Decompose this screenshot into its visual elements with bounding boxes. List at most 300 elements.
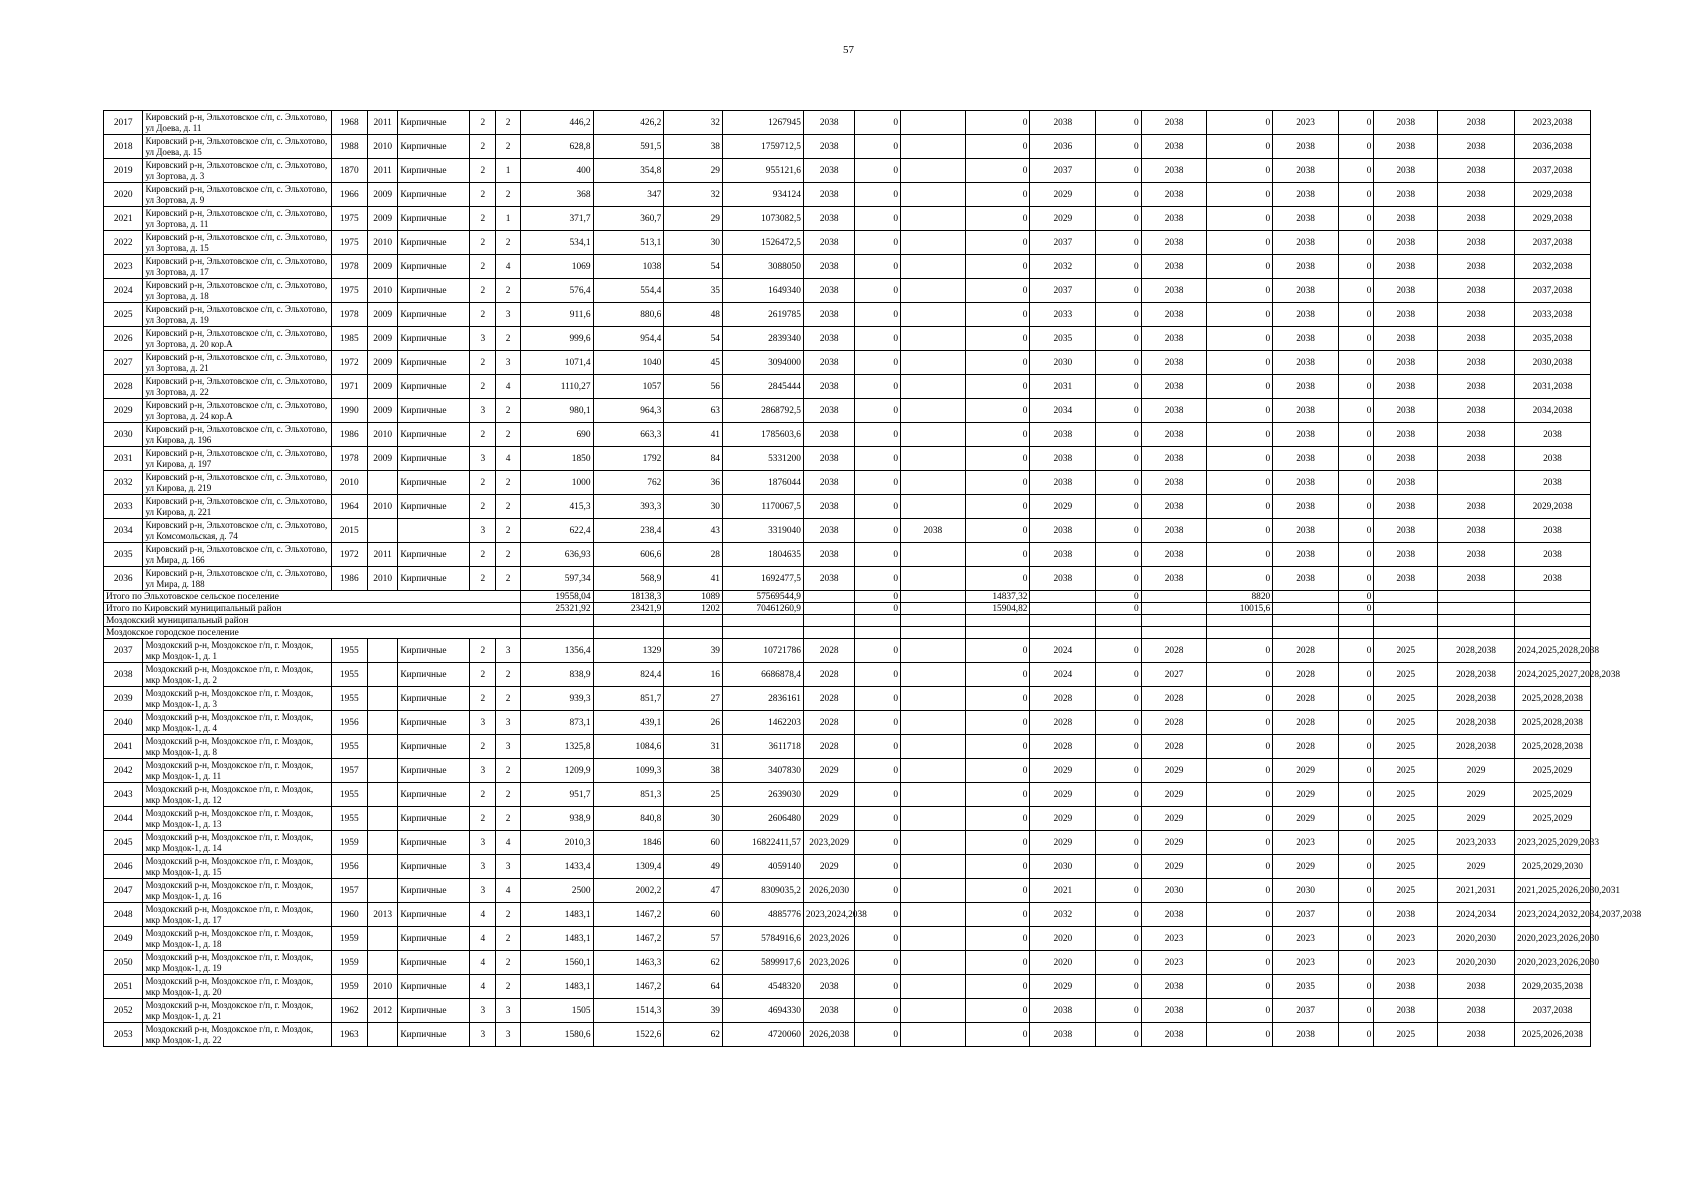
empty-cell [1374, 591, 1438, 603]
residents-cell: 39 [664, 999, 723, 1023]
amount-cell: 0 [1338, 399, 1373, 423]
total-period-cell: 2037,2038 [1514, 159, 1590, 183]
subtotal-value: 57569544,9 [722, 591, 803, 603]
living-area-cell: 1040 [593, 351, 664, 375]
row-number-cell: 2019 [104, 159, 143, 183]
floors-cell: 2 [470, 135, 496, 159]
floors-cell: 2 [470, 567, 496, 591]
amount-cell: 0 [1096, 423, 1142, 447]
entrances-cell: 2 [496, 687, 520, 711]
renovation-year-cell: 2009 [367, 303, 397, 327]
planned-period-cell: 2038 [1141, 495, 1207, 519]
empty-cell [1207, 615, 1273, 627]
cost-cell: 2619785 [722, 303, 803, 327]
planned-period-cell: 2025 [1374, 855, 1438, 879]
amount-cell: 0 [965, 831, 1030, 855]
planned-period-cell: 2034 [1030, 399, 1096, 423]
amount-cell: 0 [855, 423, 901, 447]
amount-cell: 0 [1338, 279, 1373, 303]
wall-material-cell: Кирпичные [398, 423, 470, 447]
planned-period-cell [901, 711, 966, 735]
planned-period-cell: 2038 [1141, 423, 1207, 447]
wall-material-cell: Кирпичные [398, 327, 470, 351]
construction-year-cell: 1955 [331, 807, 367, 831]
total-area-cell: 1325,8 [520, 735, 593, 759]
amount-cell: 0 [1338, 423, 1373, 447]
amount-cell: 0 [1338, 519, 1373, 543]
planned-period-cell: 2033 [1030, 303, 1096, 327]
subtotal-value: 0 [855, 603, 901, 615]
empty-cell [803, 627, 855, 639]
planned-period-cell: 2038 [1030, 999, 1096, 1023]
wall-material-cell: Кирпичные [398, 183, 470, 207]
renovation-year-cell [367, 879, 397, 903]
amount-cell: 0 [1207, 879, 1273, 903]
planned-period-cell: 2038 [1141, 255, 1207, 279]
living-area-cell: 1038 [593, 255, 664, 279]
planned-period-cell: 2038 [1141, 447, 1207, 471]
amount-cell: 0 [1096, 327, 1142, 351]
floors-cell: 2 [470, 207, 496, 231]
amount-cell: 0 [1207, 471, 1273, 495]
planned-period-cell: 2038 [1273, 399, 1339, 423]
floors-cell: 2 [470, 423, 496, 447]
amount-cell: 0 [1096, 927, 1142, 951]
total-area-cell: 999,6 [520, 327, 593, 351]
planned-period-cell: 2038 [1374, 975, 1438, 999]
empty-cell [1374, 627, 1438, 639]
empty-cell [1141, 615, 1207, 627]
planned-period-cell [901, 879, 966, 903]
amount-cell: 0 [965, 255, 1030, 279]
planned-period-cell: 2029 [1030, 495, 1096, 519]
planned-period-cell: 2030 [1141, 879, 1207, 903]
row-number-cell: 2038 [104, 663, 143, 687]
renovation-year-cell: 2012 [367, 999, 397, 1023]
cost-cell: 2606480 [722, 807, 803, 831]
planned-period-cell: 2038 [803, 231, 855, 255]
renovation-year-cell: 2009 [367, 351, 397, 375]
planned-period-cell: 2024 [1030, 639, 1096, 663]
planned-period-cell: 2029 [1438, 759, 1515, 783]
entrances-cell: 2 [496, 783, 520, 807]
amount-cell: 0 [1096, 711, 1142, 735]
table-row [104, 687, 1591, 711]
floors-cell: 3 [470, 399, 496, 423]
row-number-cell: 2051 [104, 975, 143, 999]
entrances-cell: 2 [496, 135, 520, 159]
planned-period-cell: 2038 [1141, 1023, 1207, 1047]
wall-material-cell: Кирпичные [398, 783, 470, 807]
amount-cell: 0 [965, 471, 1030, 495]
amount-cell: 0 [965, 951, 1030, 975]
empty-cell [901, 615, 966, 627]
residents-cell: 32 [664, 183, 723, 207]
planned-period-cell: 2024,2034 [1438, 903, 1515, 927]
planned-period-cell: 2038 [1141, 231, 1207, 255]
amount-cell: 0 [855, 471, 901, 495]
amount-cell: 0 [965, 687, 1030, 711]
renovation-year-cell [367, 831, 397, 855]
total-area-cell: 951,7 [520, 783, 593, 807]
renovation-year-cell [367, 783, 397, 807]
planned-period-cell [901, 999, 966, 1023]
total-area-cell: 534,1 [520, 231, 593, 255]
floors-cell: 2 [470, 279, 496, 303]
table-row [104, 279, 1591, 303]
total-area-cell: 1483,1 [520, 903, 593, 927]
amount-cell: 0 [855, 759, 901, 783]
planned-period-cell [901, 735, 966, 759]
planned-period-cell: 2038 [1141, 207, 1207, 231]
amount-cell: 0 [1338, 111, 1373, 135]
amount-cell: 0 [1207, 831, 1273, 855]
table-row [104, 135, 1591, 159]
living-area-cell: 393,3 [593, 495, 664, 519]
planned-period-cell: 2029 [1273, 807, 1339, 831]
amount-cell: 0 [1096, 495, 1142, 519]
amount-cell: 0 [965, 111, 1030, 135]
wall-material-cell: Кирпичные [398, 111, 470, 135]
amount-cell: 0 [855, 783, 901, 807]
planned-period-cell: 2038 [1273, 471, 1339, 495]
planned-period-cell: 2038 [803, 303, 855, 327]
total-area-cell: 368 [520, 183, 593, 207]
planned-period-cell: 2038 [1374, 207, 1438, 231]
planned-period-cell: 2038 [1438, 279, 1515, 303]
living-area-cell: 840,8 [593, 807, 664, 831]
planned-period-cell: 2038 [803, 255, 855, 279]
planned-period-cell: 2032 [1030, 903, 1096, 927]
amount-cell: 0 [1207, 807, 1273, 831]
address-cell: Моздокский р-н, Моздокское г/п, г. Моздок, мкр Моздок-1, д. 3 [143, 687, 331, 711]
empty-cell [1141, 591, 1207, 603]
planned-period-cell: 2038 [1438, 999, 1515, 1023]
planned-period-cell: 2037 [1273, 999, 1339, 1023]
construction-year-cell: 1986 [331, 567, 367, 591]
total-area-cell: 400 [520, 159, 593, 183]
living-area-cell: 1514,3 [593, 999, 664, 1023]
planned-period-cell: 2026,2030 [803, 879, 855, 903]
living-area-cell: 1057 [593, 375, 664, 399]
construction-year-cell: 1988 [331, 135, 367, 159]
planned-period-cell: 2024 [1030, 663, 1096, 687]
living-area-cell: 1309,4 [593, 855, 664, 879]
planned-period-cell: 2038 [803, 519, 855, 543]
amount-cell: 0 [1096, 783, 1142, 807]
renovation-year-cell: 2010 [367, 567, 397, 591]
planned-period-cell: 2021,2031 [1438, 879, 1515, 903]
amount-cell: 0 [855, 855, 901, 879]
empty-cell [1030, 603, 1096, 615]
amount-cell: 0 [1338, 375, 1373, 399]
amount-cell: 0 [1338, 807, 1373, 831]
planned-period-cell: 2028 [1030, 687, 1096, 711]
amount-cell: 0 [1338, 711, 1373, 735]
amount-cell: 0 [1338, 903, 1373, 927]
planned-period-cell: 2025 [1374, 735, 1438, 759]
total-area-cell: 690 [520, 423, 593, 447]
amount-cell: 0 [1207, 663, 1273, 687]
total-area-cell: 911,6 [520, 303, 593, 327]
renovation-year-cell: 2010 [367, 975, 397, 999]
amount-cell: 0 [1096, 159, 1142, 183]
planned-period-cell: 2038 [1374, 303, 1438, 327]
amount-cell: 0 [965, 735, 1030, 759]
amount-cell: 0 [965, 423, 1030, 447]
amount-cell: 0 [855, 879, 901, 903]
planned-period-cell: 2029 [803, 759, 855, 783]
renovation-year-cell: 2009 [367, 447, 397, 471]
planned-period-cell: 2038 [1273, 159, 1339, 183]
amount-cell: 0 [965, 711, 1030, 735]
amount-cell: 0 [1338, 999, 1373, 1023]
wall-material-cell: Кирпичные [398, 951, 470, 975]
floors-cell: 4 [470, 927, 496, 951]
row-number-cell: 2050 [104, 951, 143, 975]
planned-period-cell: 2038 [803, 207, 855, 231]
planned-period-cell [901, 399, 966, 423]
amount-cell: 0 [1096, 375, 1142, 399]
renovation-year-cell: 2009 [367, 375, 397, 399]
planned-period-cell: 2038 [1141, 903, 1207, 927]
table-row [104, 327, 1591, 351]
construction-year-cell: 1972 [331, 351, 367, 375]
residents-cell: 30 [664, 807, 723, 831]
address-cell: Моздокский р-н, Моздокское г/п, г. Моздок, мкр Моздок-1, д. 22 [143, 1023, 331, 1047]
row-number-cell: 2043 [104, 783, 143, 807]
row-number-cell: 2028 [104, 375, 143, 399]
planned-period-cell: 2035 [1030, 327, 1096, 351]
amount-cell: 0 [1207, 495, 1273, 519]
planned-period-cell: 2038 [1030, 471, 1096, 495]
table-row [104, 759, 1591, 783]
amount-cell: 0 [1207, 159, 1273, 183]
entrances-cell: 2 [496, 951, 520, 975]
empty-cell [901, 603, 966, 615]
amount-cell: 0 [1338, 831, 1373, 855]
renovation-year-cell [367, 1023, 397, 1047]
planned-period-cell [901, 831, 966, 855]
planned-period-cell [901, 759, 966, 783]
cost-cell: 1785603,6 [722, 423, 803, 447]
amount-cell: 0 [1207, 543, 1273, 567]
row-number-cell: 2024 [104, 279, 143, 303]
wall-material-cell: Кирпичные [398, 231, 470, 255]
wall-material-cell: Кирпичные [398, 135, 470, 159]
planned-period-cell: 2038 [1438, 159, 1515, 183]
planned-period-cell: 2038 [1374, 231, 1438, 255]
table-row [104, 975, 1591, 999]
amount-cell: 0 [1096, 447, 1142, 471]
planned-period-cell: 2038 [803, 495, 855, 519]
planned-period-cell: 2038 [803, 423, 855, 447]
amount-cell: 0 [965, 999, 1030, 1023]
amount-cell: 0 [855, 663, 901, 687]
amount-cell: 0 [1338, 687, 1373, 711]
wall-material-cell: Кирпичные [398, 879, 470, 903]
construction-year-cell: 1963 [331, 1023, 367, 1047]
planned-period-cell: 2031 [1030, 375, 1096, 399]
amount-cell: 0 [1338, 735, 1373, 759]
planned-period-cell: 2029 [1141, 855, 1207, 879]
renovation-year-cell [367, 759, 397, 783]
empty-cell [965, 615, 1030, 627]
planned-period-cell: 2038 [803, 351, 855, 375]
total-period-cell: 2029,2038 [1514, 207, 1590, 231]
living-area-cell: 2002,2 [593, 879, 664, 903]
amount-cell: 0 [965, 639, 1030, 663]
entrances-cell: 2 [496, 471, 520, 495]
subtotal-value: 18138,3 [593, 591, 664, 603]
amount-cell: 0 [855, 207, 901, 231]
renovation-year-cell: 2010 [367, 279, 397, 303]
planned-period-cell: 2025 [1374, 831, 1438, 855]
empty-cell [1273, 591, 1339, 603]
living-area-cell: 1467,2 [593, 903, 664, 927]
floors-cell: 2 [470, 687, 496, 711]
total-area-cell: 1209,9 [520, 759, 593, 783]
floors-cell: 3 [470, 999, 496, 1023]
amount-cell: 0 [965, 519, 1030, 543]
amount-cell: 0 [965, 399, 1030, 423]
planned-period-cell: 2030 [1273, 879, 1339, 903]
cost-cell: 4548320 [722, 975, 803, 999]
planned-period-cell: 2029 [1141, 759, 1207, 783]
empty-cell [901, 627, 966, 639]
total-period-cell: 2023,2038 [1514, 111, 1590, 135]
total-area-cell: 1580,6 [520, 1023, 593, 1047]
amount-cell: 0 [965, 807, 1030, 831]
planned-period-cell: 2038 [1374, 567, 1438, 591]
amount-cell: 0 [1338, 255, 1373, 279]
planned-period-cell: 2038 [1374, 351, 1438, 375]
total-period-cell: 2025,2029 [1514, 783, 1590, 807]
entrances-cell: 2 [496, 231, 520, 255]
total-period-cell: 2037,2038 [1514, 999, 1590, 1023]
amount-cell: 0 [1338, 783, 1373, 807]
planned-period-cell: 2038 [1438, 1023, 1515, 1047]
wall-material-cell: Кирпичные [398, 663, 470, 687]
cost-cell: 1526472,5 [722, 231, 803, 255]
residents-cell: 29 [664, 159, 723, 183]
address-cell: Моздокский р-н, Моздокское г/п, г. Моздок, мкр Моздок-1, д. 14 [143, 831, 331, 855]
amount-cell: 0 [1207, 303, 1273, 327]
empty-cell [520, 627, 593, 639]
amount-cell: 0 [1096, 735, 1142, 759]
address-cell: Кировский р-н, Эльхотовское с/п, с. Эльхотово, ул Зортова, д. 15 [143, 231, 331, 255]
planned-period-cell: 2029 [1141, 783, 1207, 807]
construction-year-cell: 1990 [331, 399, 367, 423]
living-area-cell: 1084,6 [593, 735, 664, 759]
planned-period-cell: 2038 [1273, 207, 1339, 231]
planned-period-cell: 2026,2038 [803, 1023, 855, 1047]
empty-cell [1273, 615, 1339, 627]
address-cell: Моздокский р-н, Моздокское г/п, г. Моздок, мкр Моздок-1, д. 18 [143, 927, 331, 951]
floors-cell: 3 [470, 879, 496, 903]
planned-period-cell: 2038 [1030, 567, 1096, 591]
wall-material-cell: Кирпичные [398, 159, 470, 183]
amount-cell: 0 [1096, 135, 1142, 159]
amount-cell: 0 [1207, 423, 1273, 447]
renovation-year-cell [367, 951, 397, 975]
wall-material-cell: Кирпичные [398, 735, 470, 759]
entrances-cell: 2 [496, 903, 520, 927]
planned-period-cell: 2029 [1030, 807, 1096, 831]
total-area-cell: 1000 [520, 471, 593, 495]
subtotal-value: 1202 [664, 603, 723, 615]
planned-period-cell: 2037 [1030, 159, 1096, 183]
residents-cell: 43 [664, 519, 723, 543]
amount-cell: 0 [1096, 879, 1142, 903]
table-row [104, 855, 1591, 879]
renovation-year-cell [367, 735, 397, 759]
planned-period-cell: 2020,2030 [1438, 927, 1515, 951]
entrances-cell: 2 [496, 759, 520, 783]
total-area-cell: 1433,4 [520, 855, 593, 879]
entrances-cell: 2 [496, 183, 520, 207]
planned-period-cell: 2029 [1273, 759, 1339, 783]
planned-period-cell [901, 1023, 966, 1047]
total-area-cell: 1483,1 [520, 975, 593, 999]
cost-cell: 8309035,2 [722, 879, 803, 903]
address-cell: Кировский р-н, Эльхотовское с/п, с. Эльхотово, ул Мира, д. 188 [143, 567, 331, 591]
address-cell: Кировский р-н, Эльхотовское с/п, с. Эльхотово, ул Зортова, д. 11 [143, 207, 331, 231]
floors-cell: 4 [470, 975, 496, 999]
row-number-cell: 2032 [104, 471, 143, 495]
address-cell: Кировский р-н, Эльхотовское с/п, с. Эльхотово, ул Комсомольская, д. 74 [143, 519, 331, 543]
entrances-cell: 4 [496, 831, 520, 855]
amount-cell: 0 [1096, 543, 1142, 567]
amount-cell: 0 [855, 567, 901, 591]
amount-cell: 0 [965, 375, 1030, 399]
amount-cell: 0 [965, 543, 1030, 567]
planned-period-cell: 2038 [1141, 567, 1207, 591]
entrances-cell: 3 [496, 735, 520, 759]
empty-cell [1141, 603, 1207, 615]
planned-period-cell [901, 231, 966, 255]
table-row [104, 399, 1591, 423]
residents-cell: 38 [664, 759, 723, 783]
planned-period-cell: 2038 [1141, 519, 1207, 543]
table-row [104, 519, 1591, 543]
planned-period-cell [901, 279, 966, 303]
wall-material-cell: Кирпичные [398, 375, 470, 399]
table-row [104, 111, 1591, 135]
amount-cell: 0 [1338, 471, 1373, 495]
amount-cell: 0 [965, 855, 1030, 879]
row-number-cell: 2022 [104, 231, 143, 255]
entrances-cell: 3 [496, 351, 520, 375]
planned-period-cell: 2025 [1374, 879, 1438, 903]
planned-period-cell: 2038 [1438, 519, 1515, 543]
address-cell: Кировский р-н, Эльхотовское с/п, с. Эльхотово, ул Кирова, д. 197 [143, 447, 331, 471]
address-cell: Моздокский р-н, Моздокское г/п, г. Моздок, мкр Моздок-1, д. 2 [143, 663, 331, 687]
cost-cell: 1267945 [722, 111, 803, 135]
amount-cell: 0 [1338, 135, 1373, 159]
planned-period-cell: 2038 [1141, 999, 1207, 1023]
planned-period-cell: 2023,2033 [1438, 831, 1515, 855]
address-cell: Кировский р-н, Эльхотовское с/п, с. Эльхотово, ул Зортова, д. 3 [143, 159, 331, 183]
residents-cell: 62 [664, 951, 723, 975]
address-cell: Кировский р-н, Эльхотовское с/п, с. Эльхотово, ул Зортова, д. 19 [143, 303, 331, 327]
floors-cell: 3 [470, 855, 496, 879]
total-period-cell: 2036,2038 [1514, 135, 1590, 159]
living-area-cell: 1467,2 [593, 975, 664, 999]
construction-year-cell: 1960 [331, 903, 367, 927]
living-area-cell: 1463,3 [593, 951, 664, 975]
cost-cell: 1462203 [722, 711, 803, 735]
